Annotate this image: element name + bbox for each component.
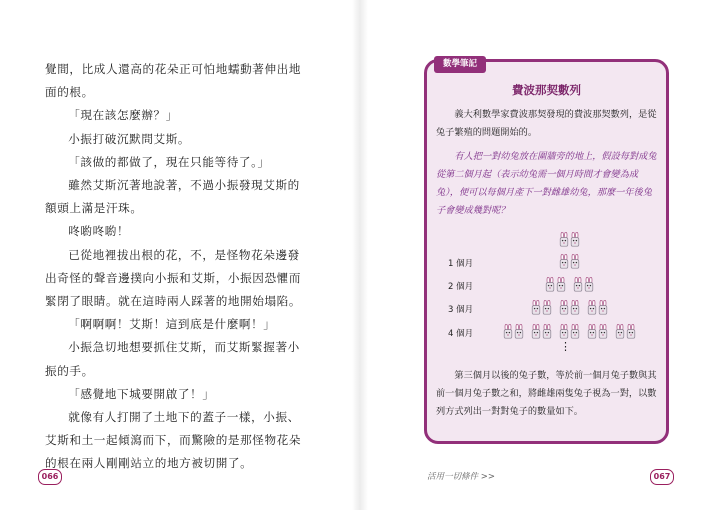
rabbit-pair-icon [573, 277, 594, 295]
rabbit-pair-icon [545, 277, 566, 295]
month-label: 3 個月 [448, 305, 474, 315]
rabbit-pair-icon [503, 324, 524, 342]
story-paragraph: 「該做的都做了，現在只能等待了。」 [68, 154, 270, 169]
rabbit-pair-icon [559, 300, 580, 318]
story-paragraph: 小振急切地想要抓住艾斯，而艾斯緊握著小振的手。 [45, 340, 300, 378]
footer-chapter-title: 活用一切條件 >> [427, 472, 495, 482]
rabbit-pair-icon [615, 324, 636, 342]
diagram-row [436, 324, 658, 342]
rabbit-pairs [480, 300, 658, 318]
story-paragraph: 「感覺地下城要開啟了！」 [68, 386, 215, 401]
story-paragraph: 「啊啊啊！艾斯！這到底是什麼啊！」 [68, 317, 276, 332]
rabbit-pair-icon [559, 232, 580, 250]
story-paragraph: 小振打破沉默問艾斯。 [68, 131, 191, 146]
page-number-left: 066 [38, 469, 62, 485]
conclusion-text: 第三個月以後的兔子數，等於前一個月兔子數與其前一個月兔子數之和，將雌雄兩隻兔子視為一對，以數列方式列出一對對兔子的數量如下。 [436, 370, 657, 417]
diagram-row [436, 232, 658, 250]
rabbit-pair-icon [559, 324, 580, 342]
diagram-row [436, 277, 658, 295]
rabbit-pair-icon [587, 324, 608, 342]
intro-paragraph [436, 106, 658, 142]
math-note-title: 費波那契數列 [512, 83, 581, 97]
rabbit-pairs [480, 254, 658, 272]
story-paragraph: 咚喲咚喲！ [68, 224, 130, 239]
diagram-row [436, 300, 658, 318]
rabbit-pair-icon [531, 324, 552, 342]
page-number-right: 067 [650, 469, 674, 485]
rabbit-pair-icon [531, 300, 552, 318]
story-paragraph: 已從地裡拔出根的花，不，是怪物花朵邊發出奇怪的聲音邊撲向小振和艾斯，小振因恐懼而緊閉了眼睛。就在這時兩人踩著的地開始塌陷。 [45, 247, 302, 309]
rabbit-pair-icon [559, 254, 580, 272]
story-paragraph: 「現在該怎麼辦？」 [68, 108, 178, 123]
story-paragraph: 覺間，比成人還高的花朵正可怕地蠕動著伸出地面的根。 [45, 62, 302, 100]
month-label: 2 個月 [448, 282, 474, 292]
rabbit-pair-icon [587, 300, 608, 318]
question-paragraph [436, 148, 658, 220]
rabbit-pairs [480, 277, 658, 295]
rabbit-diagram [436, 232, 658, 362]
intro-text: 義大利數學家費波那契發現的費波那契數列，是從兔子繁殖的問題開始的。 [436, 109, 657, 138]
story-text [45, 58, 307, 476]
book-gutter [352, 0, 368, 510]
rabbit-pairs [480, 232, 658, 250]
month-label: 1 個月 [448, 259, 474, 269]
month-label: 4 個月 [448, 329, 474, 339]
diagram-row [436, 254, 658, 272]
story-paragraph: 就像有人打開了土地下的蓋子一樣，小振、艾斯和土一起傾瀉而下，而驚險的是那怪物花朵的根在兩人剛剛站立的地方被切開了。 [45, 410, 302, 471]
story-paragraph: 雖然艾斯沉著地說著，不過小振發現艾斯的額頭上滿是汗珠。 [45, 178, 300, 216]
question-text: 有人把一對幼兔放在圍牆旁的地上，假設每對成兔從第二個月起（表示幼兔需一個月時間才會變為成兔），便可以每個月產下一對雌雄幼兔，那麼一年後兔子會變成幾對呢？ [436, 151, 657, 216]
rabbit-pairs [480, 324, 658, 342]
conclusion-paragraph [436, 367, 658, 421]
continuation-dots: ⋮ [560, 340, 571, 353]
math-note-tab: 數學筆記 [434, 56, 486, 73]
